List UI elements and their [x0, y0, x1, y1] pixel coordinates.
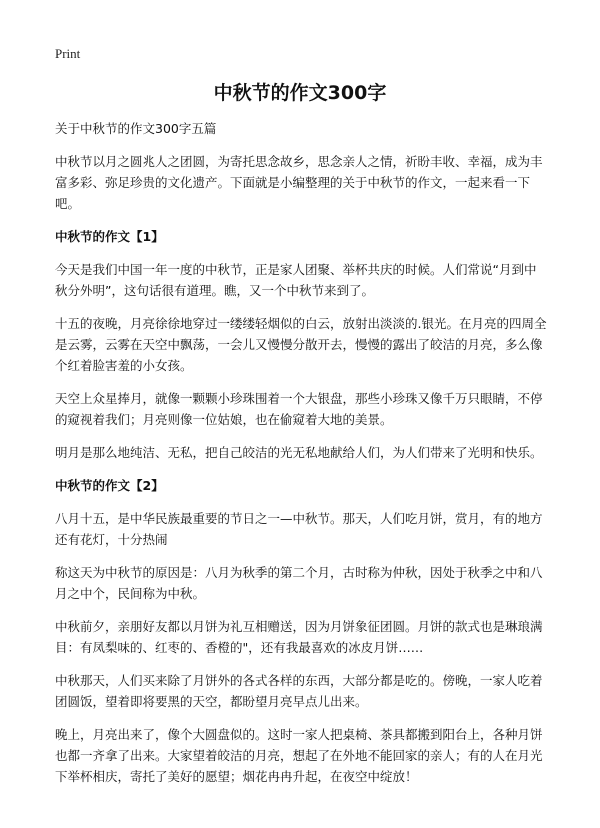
paragraph: 晚上，月亮出来了，像个大圆盘似的。这时一家人把桌椅、茶具都搬到阳台上，各种月饼也都一齐拿了出来。大家望着皎洁的月亮，想起了在外地不能回家的亲人；有的人在月光下举杯相庆，寄托了美好的愿望；烟花冉冉升起，在夜空中绽放！ [55, 727, 543, 784]
paragraph: 中秋前夕，亲朋好友都以月饼为礼互相赠送，因为月饼象征团圆。月饼的款式也是琳琅满目：有凤梨味的、红枣的、香橙的"，还有我最喜欢的冰皮月饼…… [55, 619, 543, 655]
page-title: 中秋节的作文300字 [213, 82, 387, 104]
intro-paragraph: 中秋节以月之圆兆人之团圆，为寄托思念故乡，思念亲人之情，祈盼丰收、幸福，成为丰富多彩、弥足珍贵的文化遗产。下面就是小编整理的关于中秋节的作文，一起来看一下吧。 [55, 154, 543, 211]
paragraph: 明月是那么地纯洁、无私，把自己皎洁的光无私地献给人们，为人们带来了光明和快乐。 [55, 445, 543, 460]
paragraph: 今天是我们中国一年一度的中秋节，正是家人团聚、举杯共庆的时候。人们常说“月到中秋分外明”，这句话很有道理。瞧，又一个中秋节来到了。 [55, 262, 537, 298]
article-subtitle: 关于中秋节的作文300字五篇 [55, 121, 217, 136]
paragraph: 十五的夜晚，月亮徐徐地穿过一缕缕轻烟似的白云，放射出淡淡的.银光。在月亮的四周全是云雾，云雾在天空中飘荡，一会儿又慢慢分散开去，慢慢的露出了皎洁的月亮，多么像个红着脸害羞的小女孩。 [55, 316, 547, 373]
paragraph: 称这天为中秋节的原因是：八月为秋季的第二个月，古时称为仲秋，因处于秋季之中和八月之中个，民间称为中秋。 [55, 565, 543, 601]
section-heading-2: 中秋节的作文【2】 [55, 478, 164, 493]
print-link[interactable]: Print [55, 46, 81, 61]
article-body [55, 118, 547, 799]
section-heading-1: 中秋节的作文【1】 [55, 229, 164, 244]
paragraph: 天空上众星捧月，就像一颗颗小珍珠围着一个大银盘，那些小珍珠又像千万只眼睛，不停的窥视着我们；月亮则像一位姑娘，也在偷窥着大地的美景。 [55, 391, 543, 427]
paragraph: 中秋那天，人们买来除了月饼外的各式各样的东西，大部分都是吃的。傍晚，一家人吃着团圆饭，望着即将要黑的天空，都盼望月亮早点儿出来。 [55, 673, 543, 709]
paragraph: 八月十五，是中华民族最重要的节日之一—中秋节。那天，人们吃月饼，赏月，有的地方还有花灯，十分热闹 [55, 511, 543, 547]
